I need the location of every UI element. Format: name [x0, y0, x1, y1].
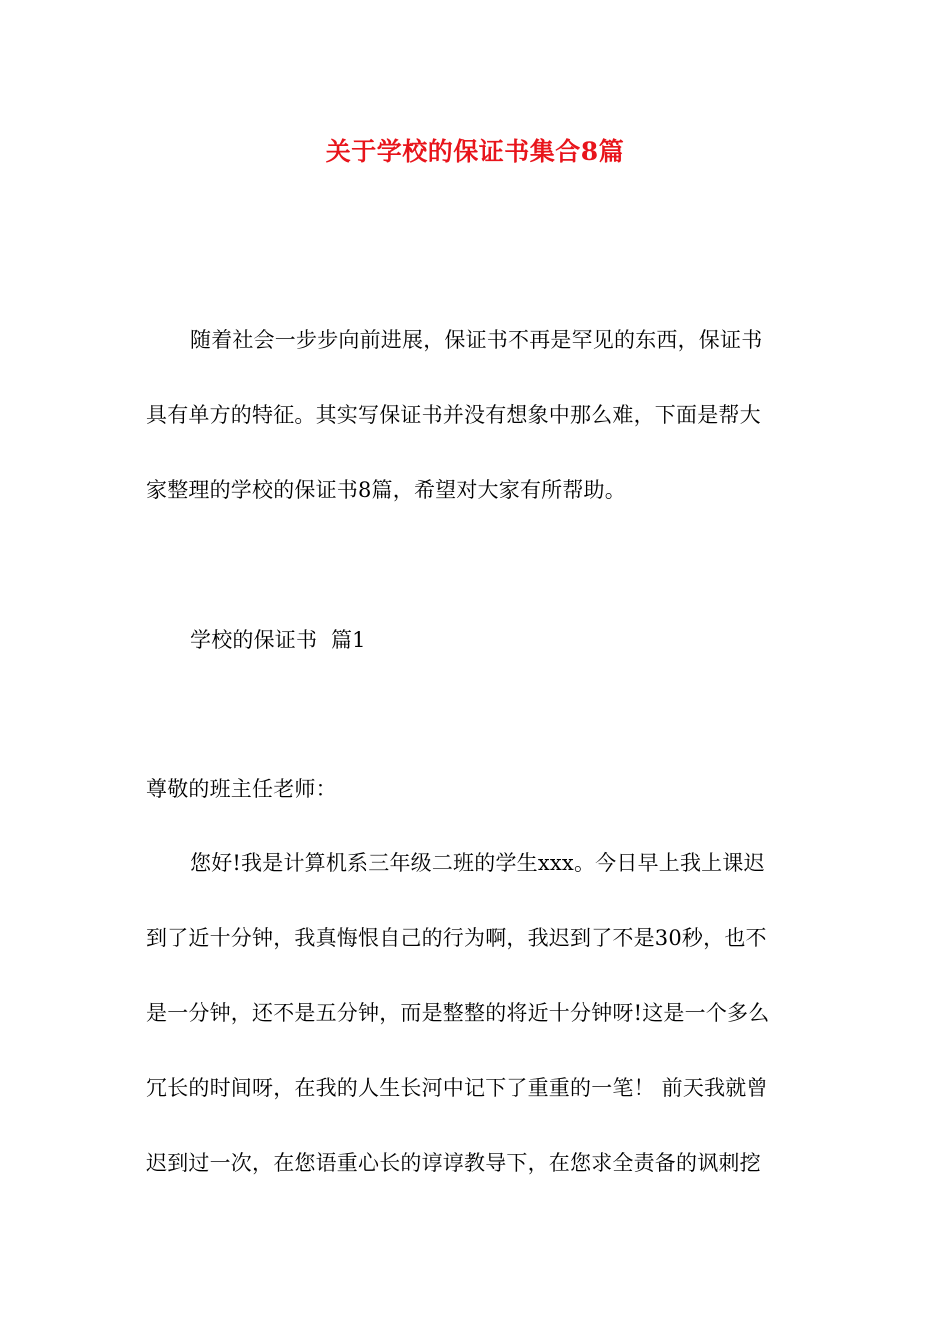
document-title: 关于学校的保证书集合8篇 [325, 137, 625, 166]
section-heading: 学校的保证书 篇1 [190, 628, 366, 652]
body-line-2: 到了近十分钟，我真悔恨自己的行为啊，我迟到了不是30秒，也不 [146, 926, 767, 950]
intro-line-3: 家整理的学校的保证书8篇，希望对大家有所帮助。 [146, 478, 626, 502]
body-line-1: 您好!我是计算机系三年级二班的学生xxx。今日早上我上课迟 [190, 851, 765, 875]
body-line-4: 冗长的时间呀，在我的人生长河中记下了重重的一笔！ 前天我就曾 [146, 1076, 768, 1100]
salutation: 尊敬的班主任老师： [146, 777, 337, 801]
body-line-5: 迟到过一次，在您语重心长的谆谆教导下，在您求全责备的讽刺挖 [146, 1151, 761, 1175]
intro-line-1: 随着社会一步步向前进展，保证书不再是罕见的东西，保证书 [190, 328, 763, 352]
body-line-3: 是一分钟，还不是五分钟，而是整整的将近十分钟呀!这是一个多么 [146, 1001, 770, 1025]
intro-line-2: 具有单方的特征。其实写保证书并没有想象中那么难，下面是帮大 [146, 403, 761, 427]
